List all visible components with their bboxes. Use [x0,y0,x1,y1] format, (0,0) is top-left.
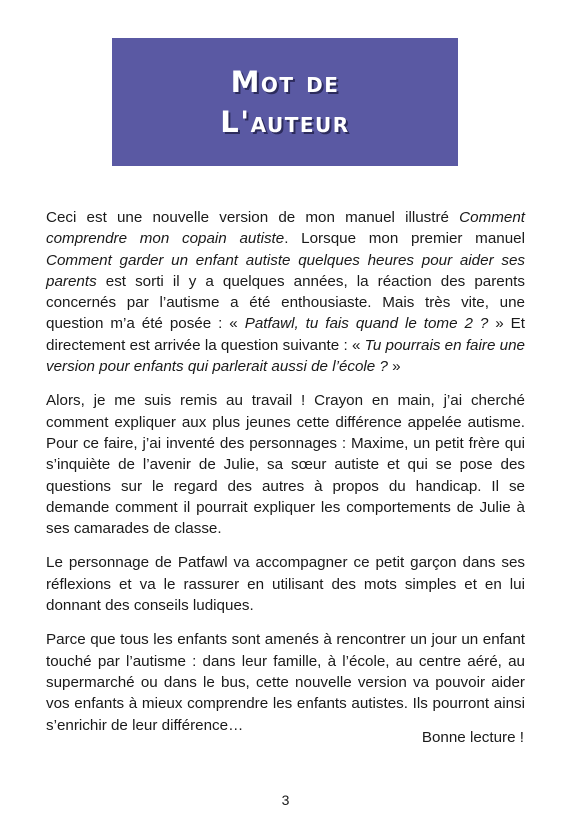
paragraph-1-text-g: » Et directement est arrivée la question suivante : « [46,315,525,354]
quote-2: Tu pourrais en faire une version pour enfants qui parlerait aussi de l’école ? [46,336,525,376]
paragraph-3: Le personnage de Patfawl va accompagner ce petit garçon dans ses réflexions et va le rassurer en utilisant des mots simples et en lui donnant des conseils ludiques. [46,554,525,615]
signoff: Bonne lecture ! [421,729,524,746]
paragraph-1-text-e: est sorti il y a quelques années, la réaction des parents concernés par l’autisme a été enthousiaste. Mais très vite, une question m’a été posée : « [46,272,525,333]
title-line-1: Mot de [230,65,340,99]
paragraph-1 [46,207,525,377]
title-banner [112,38,458,166]
paragraph-2: Alors, je me suis remis au travail ! Crayon en main, j’ai cherché comment expliquer aux plus jeunes cette différence appelée autisme. Pour ce faire, j’ai inventé des personnages : Maxime, un petit frère qui s’inquiète de l’avenir de Julie, sa sœur autiste et qui se pose des questions sur le regard des autres à propos du handicap. Il se demande comment il pourrait expliquer les comportements de Julie à ses camarades de classe. [46,392,525,538]
book-title-2: Comment garder un enfant autiste quelques heures pour aider ses parents [46,251,525,290]
page-number: 3 [281,792,290,808]
paragraph-1-text-i: » [387,358,401,376]
quote-1: Patfawl, tu fais quand le tome 2 ? [244,315,489,333]
paragraph-4: Parce que tous les enfants sont amenés à rencontrer un jour un enfant touché par l’autisme : dans leur famille, à l’école, au centre aéré, au supermarché ou dans le bus, cette nouvelle version va pouvoir aider vos enfants à mieux comprendre les enfants autistes. Ils pourront ainsi s’enrichir de leur différence… [46,631,525,734]
book-title-1: Comment comprendre mon copain autiste [46,209,525,248]
title-line-2: L'auteur [220,105,350,139]
paragraph-1-text-c: . Lorsque mon premier manuel [284,230,525,248]
paragraph-1-text-a: Ceci est une nouvelle version de mon manuel illustré [46,209,460,226]
body-text [46,207,525,749]
